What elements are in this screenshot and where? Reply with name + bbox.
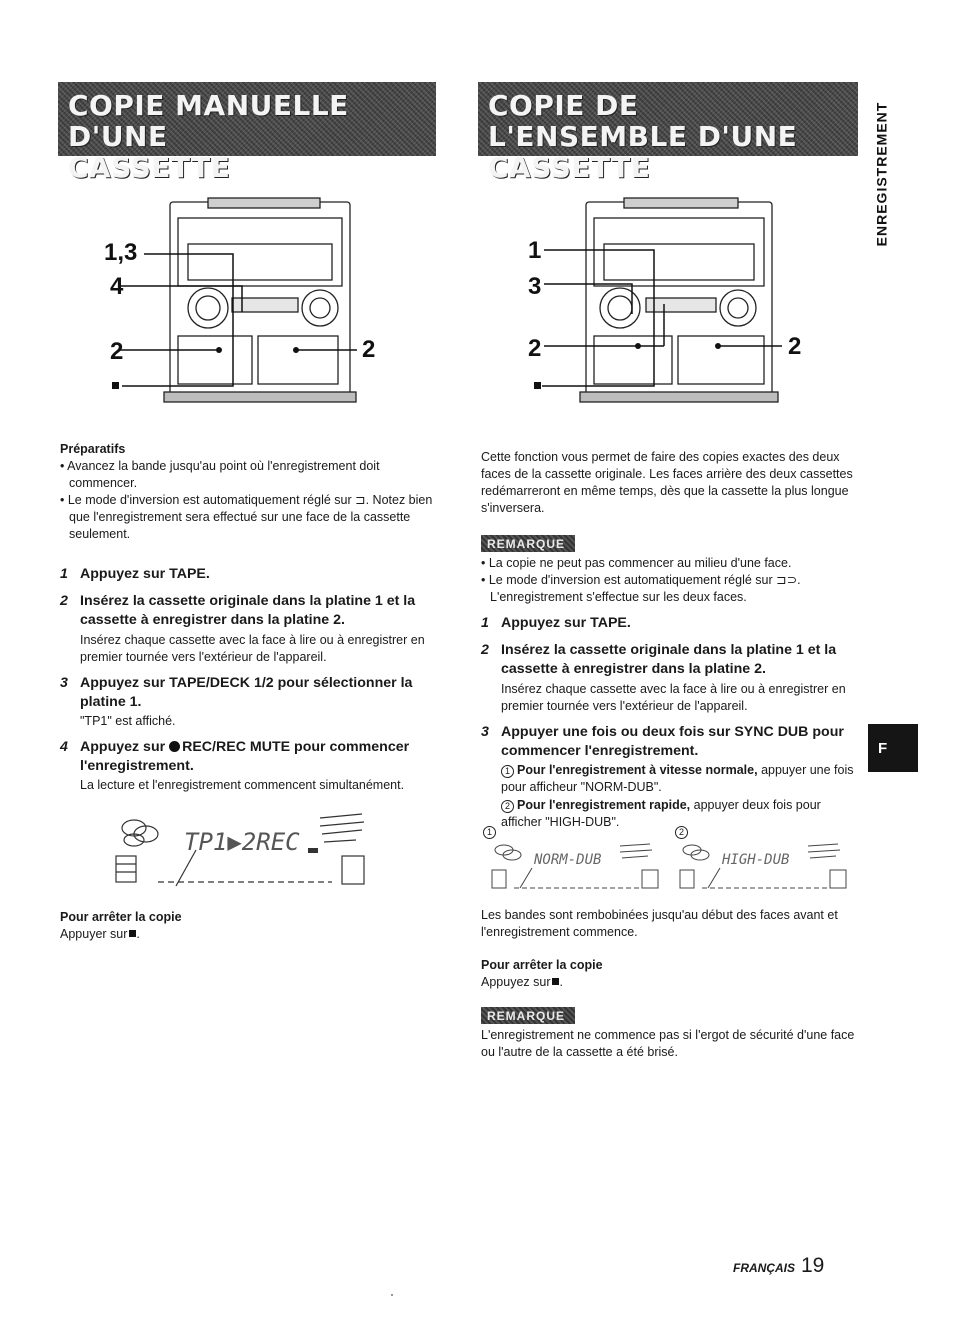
step-body: La lecture et l'enregistrement commencent simultanément. xyxy=(80,778,405,793)
list-item: • La copie ne peut pas commencer au milieu d'une face. xyxy=(481,555,857,572)
step-heading: Appuyez sur TAPE/DECK 1/2 pour sélectionner la platine 1. xyxy=(80,674,413,710)
stop-icon xyxy=(129,930,136,937)
stop-heading: Pour arrêter la copie xyxy=(481,958,603,972)
preparatifs-list xyxy=(60,458,436,543)
display-readout: TP1▶2REC xyxy=(184,828,300,856)
right-display-illustration-1 xyxy=(490,840,665,892)
step-body: Insérez chaque cassette avec la face à lire ou à enregistrer en premier tournée vers l'extérieur de l'appareil. xyxy=(80,632,425,664)
display-readout: HIGH-DUB xyxy=(722,852,790,868)
step-sub-item-1: 1 Pour l'enregistrement à vitesse normale, appuyer une fois pour afficheur "NORM-DUB". xyxy=(501,762,854,794)
step-3: 3 Appuyez sur TAPE/DECK 1/2 pour sélectionner la platine 1. "TP1" est affiché. xyxy=(60,674,436,730)
step-sub-item-2: 2 Pour l'enregistrement rapide, appuyer deux fois pour afficher "HIGH-DUB". xyxy=(501,797,821,829)
stop-text: Appuyer sur xyxy=(60,927,128,941)
left-stereo-diagram xyxy=(100,196,390,412)
list-item: • Le mode d'inversion est automatiquement réglé sur ⊐. Notez bien que l'enregistrement sera effectué sur une face de la cassette seulement. xyxy=(60,492,436,543)
right-title-line2: CASSETTE xyxy=(488,151,651,184)
left-display-illustration xyxy=(112,808,374,888)
step-3: 3 Appuyer une fois ou deux fois sur SYNC DUB pour commencer l'enregistrement. 1 Pour l'enregistrement à vitesse normale, appuyer une fois pour afficheur "NORM-DUB". 2 Pour l'enregistrement rapide, appuyer deux fois pour afficher "HIGH-DUB". xyxy=(481,723,857,831)
footer-language: FRANÇAIS xyxy=(733,1261,795,1275)
list-item: • Avancez la bande jusqu'au point où l'enregistrement doit commencer. xyxy=(60,458,436,492)
step-body: Insérez chaque cassette avec la face à lire ou à enregistrer en premier tournée vers l'extérieur de l'appareil. xyxy=(501,681,846,713)
display-1-label: 1 xyxy=(483,823,499,840)
left-column xyxy=(60,441,436,794)
step-2: 2 Insérez la cassette originale dans la platine 1 et la cassette à enregistrer dans la platine 2. Insérez chaque cassette avec la face à lire ou à enregistrer en premier tournée vers l'extérieur de l'appareil. xyxy=(481,641,857,714)
step-2: 2 Insérez la cassette originale dans la platine 1 et la cassette à enregistrer dans la platine 2. Insérez chaque cassette avec la face à lire ou à enregistrer en premier tournée vers l'extérieur de l'appareil. xyxy=(60,592,436,665)
right-title-line1: COPIE DE L'ENSEMBLE D'UNE xyxy=(488,89,798,153)
step-heading: Appuyer une fois ou deux fois sur SYNC DUB pour commencer l'enregistrement. xyxy=(501,723,844,759)
after-display-text: Les bandes sont rembobinées jusqu'au début des faces avant et l'enregistrement commence. xyxy=(481,908,838,939)
step-1: 1 Appuyez sur TAPE. xyxy=(60,566,210,582)
step-heading: Insérez la cassette originale dans la platine 1 et la cassette à enregistrer dans la platine 2. xyxy=(501,642,837,678)
stop-heading: Pour arrêter la copie xyxy=(60,910,182,924)
stop-symbol xyxy=(112,382,119,389)
step-heading: Appuyez sur TAPE. xyxy=(501,615,631,631)
diagram-label: 2 xyxy=(528,335,542,362)
stop-symbol xyxy=(534,382,541,389)
page-footer xyxy=(733,1252,824,1281)
step-heading: Appuyez sur TAPE. xyxy=(80,566,210,582)
left-stop-section: Pour arrêter la copie Appuyer sur . xyxy=(60,909,436,943)
remark-list xyxy=(481,555,857,606)
left-title-banner xyxy=(58,82,436,184)
diagram-label: 1,3 xyxy=(104,239,138,266)
remark-badge: REMARQUE xyxy=(481,1007,575,1024)
diagram-label: 1 xyxy=(528,237,542,264)
right-display-illustration-2 xyxy=(678,840,853,892)
stop-text: Appuyez sur xyxy=(481,975,551,989)
right-stereo-diagram xyxy=(520,196,820,412)
page-number: 19 xyxy=(801,1254,825,1277)
step-1: 1 Appuyez sur TAPE. xyxy=(481,615,631,631)
step-4: 4 Appuyez sur REC/REC MUTE pour commencer l'enregistrement. La lecture et l'enregistrement commencent simultanément. xyxy=(60,738,436,794)
intro-text: Cette fonction vous permet de faire des copies exactes des deux faces de la cassette originale. Les faces arrière des deux cassettes redémarreront en même temps, dès que la cassette la plus longue s'inversera. xyxy=(481,450,853,515)
right-title-banner xyxy=(478,82,858,184)
step-heading: Insérez la cassette originale dans la platine 1 et la cassette à enregistrer dans la platine 2. xyxy=(80,593,416,629)
right-column xyxy=(481,449,857,831)
left-title-line1: COPIE MANUELLE D'UNE xyxy=(68,89,349,153)
left-title-line2: CASSETTE xyxy=(68,151,231,184)
diagram-label: 2 xyxy=(788,333,802,360)
stop-icon xyxy=(552,978,559,985)
side-section-label: ENREGISTREMENT xyxy=(873,101,890,247)
preparatifs-heading: Préparatifs xyxy=(60,442,126,456)
step-body: "TP1" est affiché. xyxy=(80,713,176,728)
diagram-label: 4 xyxy=(110,273,124,300)
display-2-label: 2 xyxy=(675,823,691,840)
record-dot-icon xyxy=(169,741,180,752)
list-item: • Le mode d'inversion est automatiquement réglé sur ⊐⊃. L'enregistrement s'effectue sur les deux faces. xyxy=(481,572,857,606)
display-readout: NORM-DUB xyxy=(534,852,602,868)
right-lower-section: Les bandes sont rembobinées jusqu'au début des faces avant et l'enregistrement commence. Pour arrêter la copie Appuyez sur . REMARQUE L'enregistrement ne commence pas si l'ergot de sécurité d'une face ou l'autre de la cassette a été brisé. xyxy=(481,907,857,1061)
language-tab: F xyxy=(868,724,918,772)
remark-text: L'enregistrement ne commence pas si l'ergot de sécurité d'une face ou l'autre de la cassette a été brisé. xyxy=(481,1028,855,1059)
diagram-label: 2 xyxy=(110,338,124,365)
scan-dot xyxy=(391,1294,393,1296)
diagram-label: 2 xyxy=(362,336,376,363)
diagram-label: 3 xyxy=(528,273,542,300)
remark-badge: REMARQUE xyxy=(481,535,575,552)
